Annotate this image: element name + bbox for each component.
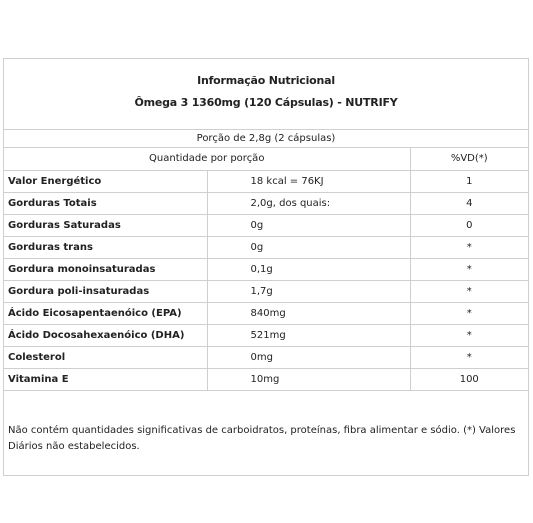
table-row xyxy=(4,258,528,280)
nutrition-header xyxy=(4,59,528,130)
column-header-row xyxy=(4,148,528,170)
nutrient-name: Valor Energético xyxy=(4,170,207,192)
nutrient-name: Ácido Docosahexaenóico (DHA) xyxy=(4,324,207,346)
nutrient-amount: 0g xyxy=(207,236,410,258)
product-name: Ômega 3 1360mg (120 Cápsulas) - NUTRIFY xyxy=(134,96,398,109)
table-row xyxy=(4,346,528,368)
table-row xyxy=(4,280,528,302)
footnote: Não contém quantidades significativas de carboidratos, proteínas, fibra alimentar e sódio. (*) Valores Diários não estabelecidos. xyxy=(8,425,516,452)
nutrient-name: Vitamina E xyxy=(4,368,207,390)
table-row xyxy=(4,192,528,214)
nutrient-amount: 0mg xyxy=(207,346,410,368)
nutrition-table xyxy=(4,148,528,391)
nutrient-name: Gorduras trans xyxy=(4,236,207,258)
nutrient-name: Gorduras Totais xyxy=(4,192,207,214)
table-row xyxy=(4,214,528,236)
table-row xyxy=(4,368,528,390)
nutrient-amount: 521mg xyxy=(207,324,410,346)
nutrient-amount: 10mg xyxy=(207,368,410,390)
serving-size: Porção de 2,8g (2 cápsulas) xyxy=(4,130,528,148)
nutrient-daily-value: * xyxy=(410,236,528,258)
nutrient-name: Ácido Eicosapentaenóico (EPA) xyxy=(4,302,207,324)
nutrient-name: Gorduras Saturadas xyxy=(4,214,207,236)
table-row xyxy=(4,170,528,192)
nutrient-amount: 1,7g xyxy=(207,280,410,302)
nutrient-daily-value: * xyxy=(410,280,528,302)
table-row xyxy=(4,324,528,346)
nutrient-daily-value: 0 xyxy=(410,214,528,236)
nutrition-title: Informação Nutricional xyxy=(197,74,335,87)
nutrient-amount: 0g xyxy=(207,214,410,236)
nutrient-daily-value: * xyxy=(410,324,528,346)
table-row xyxy=(4,302,528,324)
nutrient-daily-value: 4 xyxy=(410,192,528,214)
nutrient-daily-value: 1 xyxy=(410,170,528,192)
nutrient-daily-value: * xyxy=(410,346,528,368)
nutrition-facts-panel xyxy=(3,58,529,476)
nutrient-daily-value: 100 xyxy=(410,368,528,390)
nutrient-amount: 2,0g, dos quais: xyxy=(207,192,410,214)
nutrient-amount: 18 kcal = 76KJ xyxy=(207,170,410,192)
nutrient-daily-value: * xyxy=(410,302,528,324)
nutrient-daily-value: * xyxy=(410,258,528,280)
nutrient-amount: 0,1g xyxy=(207,258,410,280)
table-row xyxy=(4,236,528,258)
quantity-column-header: Quantidade por porção xyxy=(4,148,410,170)
nutrient-name: Colesterol xyxy=(4,346,207,368)
nutrient-amount: 840mg xyxy=(207,302,410,324)
nutrient-name: Gordura poli-insaturadas xyxy=(4,280,207,302)
dv-column-header: %VD(*) xyxy=(410,148,528,170)
nutrient-name: Gordura monoinsaturadas xyxy=(4,258,207,280)
